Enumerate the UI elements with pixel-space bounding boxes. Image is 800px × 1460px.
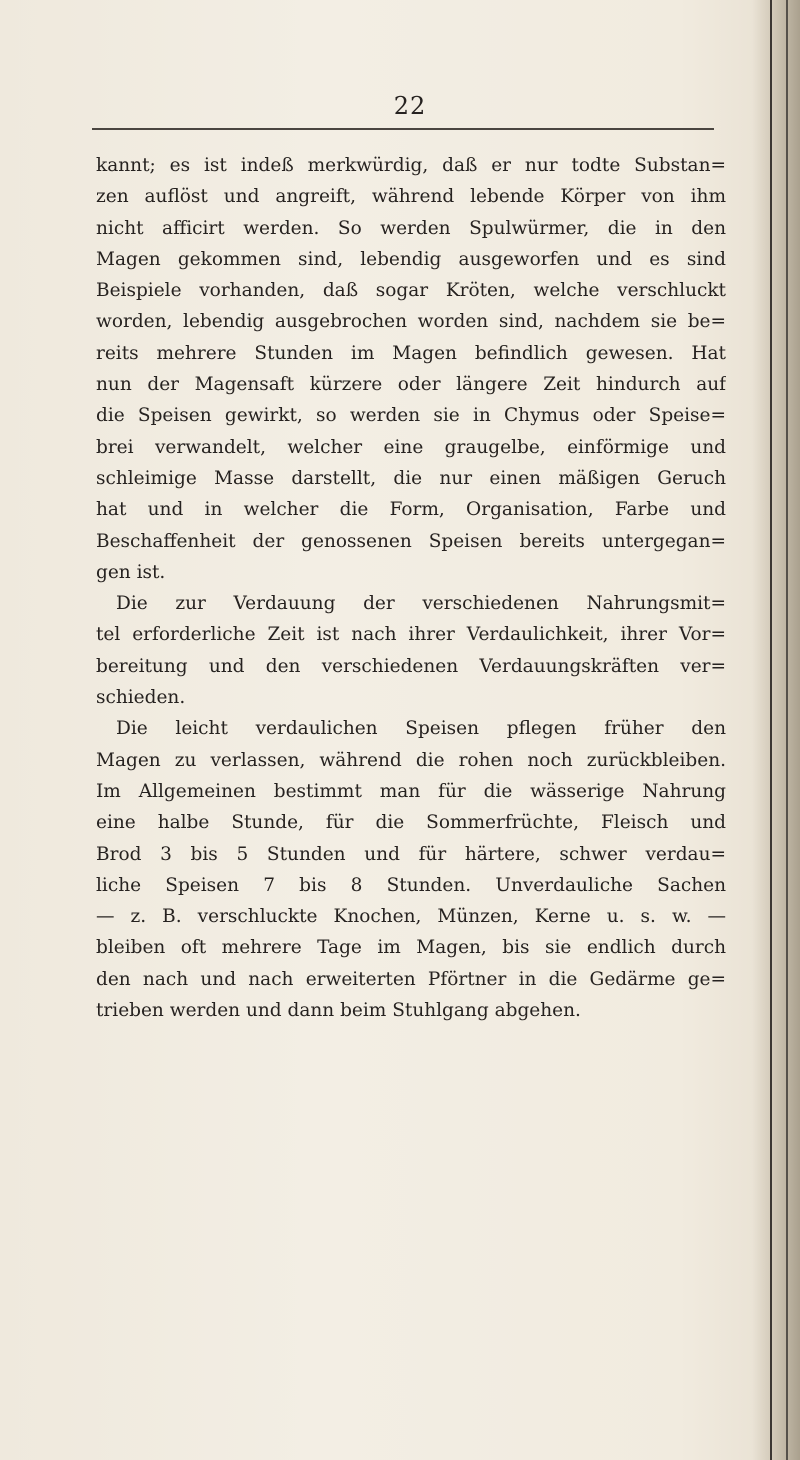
text-line: schleimige Masse darstellt, die nur einen mäßigen Geruch (96, 467, 726, 489)
text-line: nun der Magensaft kürzere oder längere Zeit hindurch auf (96, 374, 726, 396)
text-line: Die zur Verdauung der verschiedenen Nahrungsmit= (116, 593, 726, 615)
text-line: eine halbe Stunde, für die Sommerfrüchte, Fleisch und (96, 812, 726, 834)
header-rule (92, 128, 714, 130)
text-line: Die leicht verdaulichen Speisen pflegen früher den (116, 718, 726, 740)
body-text (96, 150, 726, 1026)
text-line: Im Allgemeinen bestimmt man für die wässerige Nahrung (96, 780, 726, 802)
text-line: gen ist. (96, 561, 166, 583)
text-line: schieden. (96, 687, 186, 709)
text-line: liche Speisen 7 bis 8 Stunden. Unverdauliche Sachen (96, 874, 726, 896)
text-line: kannt; es ist indeß merkwürdig, daß er nur todte Substan= (96, 155, 726, 176)
text-line: nicht afficirt werden. So werden Spulwürmer, die in den (96, 217, 726, 239)
text-line: den nach und nach erweiterten Pförtner in die Gedärme ge= (96, 968, 726, 990)
text-line: die Speisen gewirkt, so werden sie in Chymus oder Speise= (96, 405, 726, 427)
page-edge-line (770, 0, 772, 1460)
text-line: reits mehrere Stunden im Magen befindlich gewesen. Hat (96, 342, 726, 364)
text-line: Brod 3 bis 5 Stunden und für härtere, schwer verdau= (96, 843, 726, 865)
text-line: trieben werden und dann beim Stuhlgang abgehen. (96, 1000, 581, 1022)
text-line: Beispiele vorhanden, daß sogar Kröten, welche verschluckt (96, 280, 726, 302)
page-number: 22 (393, 92, 427, 120)
text-line: worden, lebendig ausgebrochen worden sind, nachdem sie be= (96, 311, 726, 333)
text-line: Magen gekommen sind, lebendig ausgeworfen und es sind (96, 248, 726, 270)
text-line: hat und in welcher die Form, Organisation, Farbe und (96, 499, 726, 521)
text-line: bleiben oft mehrere Tage im Magen, bis sie endlich durch (96, 937, 726, 959)
text-line: Beschaffenheit der genossenen Speisen bereits untergegan= (96, 530, 726, 552)
page-edge-shadow (752, 0, 800, 1460)
text-line: zen auflöst und angreift, während lebende Körper von ihm (96, 186, 726, 208)
text-line: tel erforderliche Zeit ist nach ihrer Verdaulichkeit, ihrer Vor= (96, 624, 726, 646)
page-edge-line (786, 0, 788, 1460)
text-line: brei verwandelt, welcher eine graugelbe, einförmige und (96, 436, 726, 458)
text-line: bereitung und den verschiedenen Verdauungskräften ver= (96, 655, 726, 677)
text-line: — z. B. verschluckte Knochen, Münzen, Kerne u. s. w. — (96, 906, 726, 928)
text-line: Magen zu verlassen, während die rohen noch zurückbleiben. (96, 749, 726, 771)
